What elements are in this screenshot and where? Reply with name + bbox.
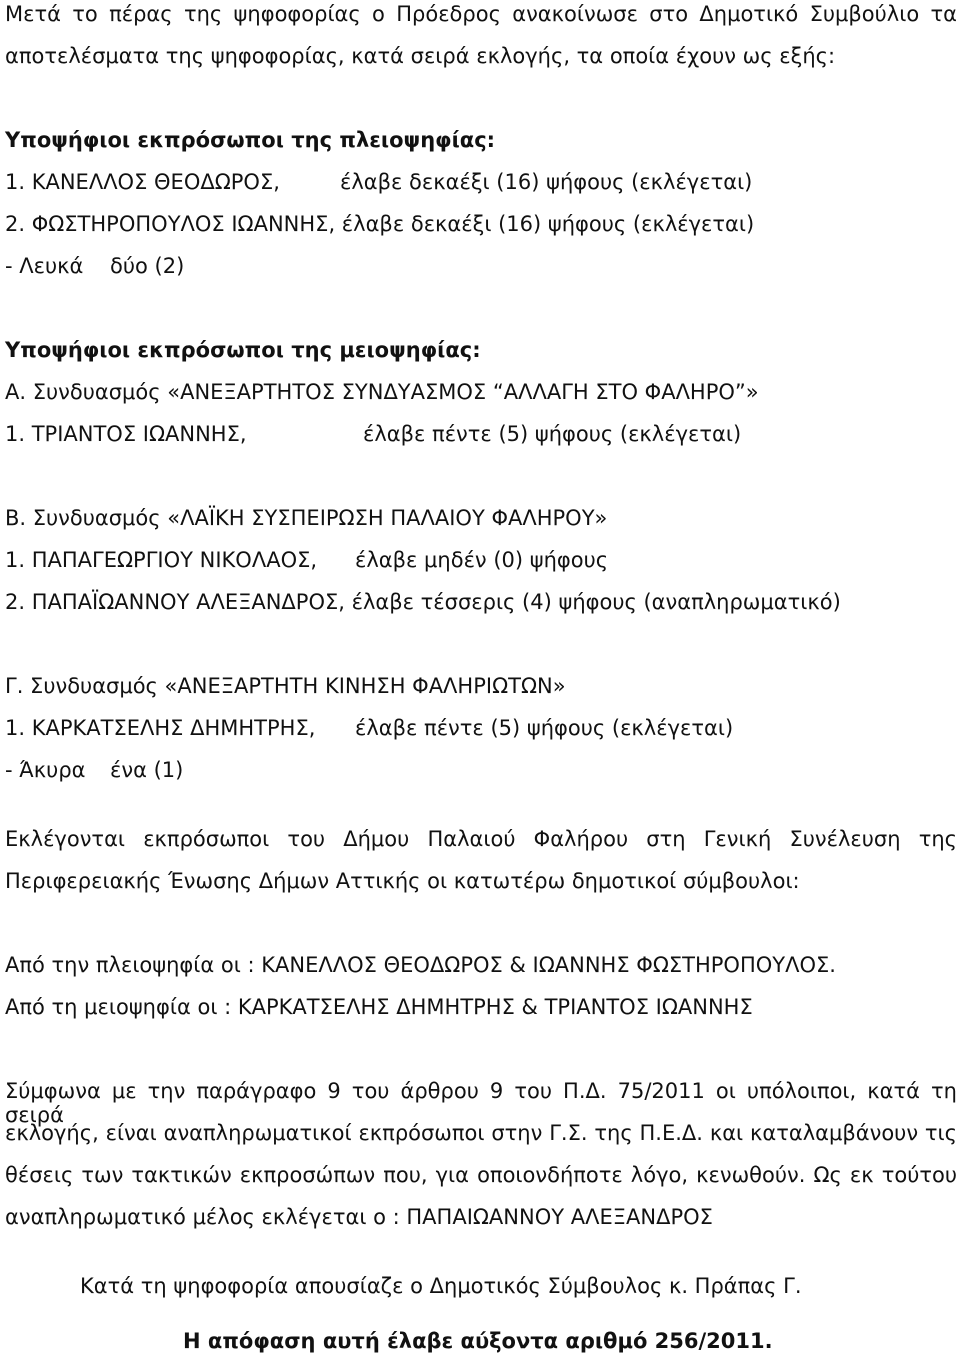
legal-line-3: θέσεις των τακτικών εκπροσώπων που, για οποιονδήποτε λόγο, κενωθούν. Ως εκ τούτου [5,1163,957,1187]
candidate-result: έλαβε πέντε (5) ψήφους (εκλέγεται) [363,422,742,446]
candidate-name: 1. ΚΑΝΕΛΛΟΣ ΘΕΟΔΩΡΟΣ, [5,170,280,194]
blank-label: - Λευκά [5,254,84,278]
legal-line-2: εκλογής, είναι αναπληρωματικοί εκπρόσωποι στην Γ.Σ. της Π.Ε.Δ. και καταλαμβάνουν τις [5,1121,957,1145]
blank-value: δύο (2) [110,254,185,278]
coalition-b-candidate-1 [5,548,609,572]
absent-note: Κατά τη ψηφοφορία απουσίαζε ο Δημοτικός Σύμβουλος κ. Πράπας Γ. [80,1274,802,1298]
candidate-result: έλαβε πέντε (5) ψήφους (εκλέγεται) [355,716,734,740]
elected-line-2: Περιφερειακής Ένωσης Δήμων Αττικής οι κατωτέρω δημοτικοί σύμβουλοι: [5,869,800,893]
coalition-g-candidate-1 [5,716,734,740]
coalition-b-candidate-2: 2. ΠΑΠΑΪΩΑΝΝΟΥ ΑΛΕΞΑΝΔΡΟΣ, έλαβε τέσσερις (4) ψήφους (αναπληρωματικό) [5,590,841,614]
minority-heading: Υποψήφιοι εκπρόσωποι της μειοψηφίας: [5,338,481,362]
decision-number: Η απόφαση αυτή έλαβε αύξοντα αριθμό 256/2011. [183,1329,773,1353]
elected-line-1: Εκλέγονται εκπρόσωποι του Δήμου Παλαιού Φαλήρου στη Γενική Συνέλευση της [5,827,957,851]
majority-heading: Υποψήφιοι εκπρόσωποι της πλειοψηφίας: [5,128,496,152]
candidate-name: 1. ΠΑΠΑΓΕΩΡΓΙΟΥ ΝΙΚΟΛΑΟΣ, [5,548,318,572]
candidate-name: 1. ΤΡΙΑΝΤΟΣ ΙΩΑΝΝΗΣ, [5,422,247,446]
blank-votes [5,254,185,278]
elected-from-minority: Από τη μειοψηφία οι : ΚΑΡΚΑΤΣΕΛΗΣ ΔΗΜΗΤΡΗΣ & ΤΡΙΑΝΤΟΣ ΙΩΑΝΝΗΣ [5,995,753,1019]
majority-candidate-1 [5,170,753,194]
coalition-g-title: Γ. Συνδυασμός «ΑΝΕΞΑΡΤΗΤΗ ΚΙΝΗΣΗ ΦΑΛΗΡΙΩΤΩΝ» [5,674,566,698]
legal-line-1: Σύμφωνα με την παράγραφο 9 του άρθρου 9 του Π.Δ. 75/2011 οι υπόλοιποι, κατά τη σειρά [5,1079,957,1127]
majority-candidate-2: 2. ΦΩΣΤΗΡΟΠΟΥΛΟΣ ΙΩΑΝΝΗΣ, έλαβε δεκαέξι (16) ψήφους (εκλέγεται) [5,212,755,236]
candidate-name: 1. ΚΑΡΚΑΤΣΕΛΗΣ ΔΗΜΗΤΡΗΣ, [5,716,316,740]
coalition-a-title: Α. Συνδυασμός «ΑΝΕΞΑΡΤΗΤΟΣ ΣΥΝΔΥΑΣΜΟΣ “ΑΛΛΑΓΗ ΣΤΟ ΦΑΛΗΡΟ”» [5,380,759,404]
invalid-label: - Άκυρα [5,758,86,782]
coalition-a-candidate-1 [5,422,742,446]
invalid-votes [5,758,184,782]
coalition-b-title: Β. Συνδυασμός «ΛΑΪΚΗ ΣΥΣΠΕΙΡΩΣΗ ΠΑΛΑΙΟΥ ΦΑΛΗΡΟΥ» [5,506,608,530]
invalid-value: ένα (1) [110,758,184,782]
candidate-result: έλαβε δεκαέξι (16) ψήφους (εκλέγεται) [340,170,753,194]
elected-from-majority: Από την πλειοψηφία οι : ΚΑΝΕΛΛΟΣ ΘΕΟΔΩΡΟΣ & ΙΩΑΝΝΗΣ ΦΩΣΤΗΡΟΠΟΥΛΟΣ. [5,953,836,977]
candidate-result: έλαβε μηδέν (0) ψήφους [355,548,609,572]
legal-line-4: αναπληρωματικό μέλος εκλέγεται ο : ΠΑΠΑΙΩΑΝΝΟΥ ΑΛΕΞΑΝΔΡΟΣ [5,1205,713,1229]
intro-line-2: αποτελέσματα της ψηφοφορίας, κατά σειρά εκλογής, τα οποία έχουν ως εξής: [5,44,836,68]
intro-line-1: Μετά το πέρας της ψηφοφορίας ο Πρόεδρος ανακοίνωσε στο Δημοτικό Συμβούλιο τα [5,2,957,26]
